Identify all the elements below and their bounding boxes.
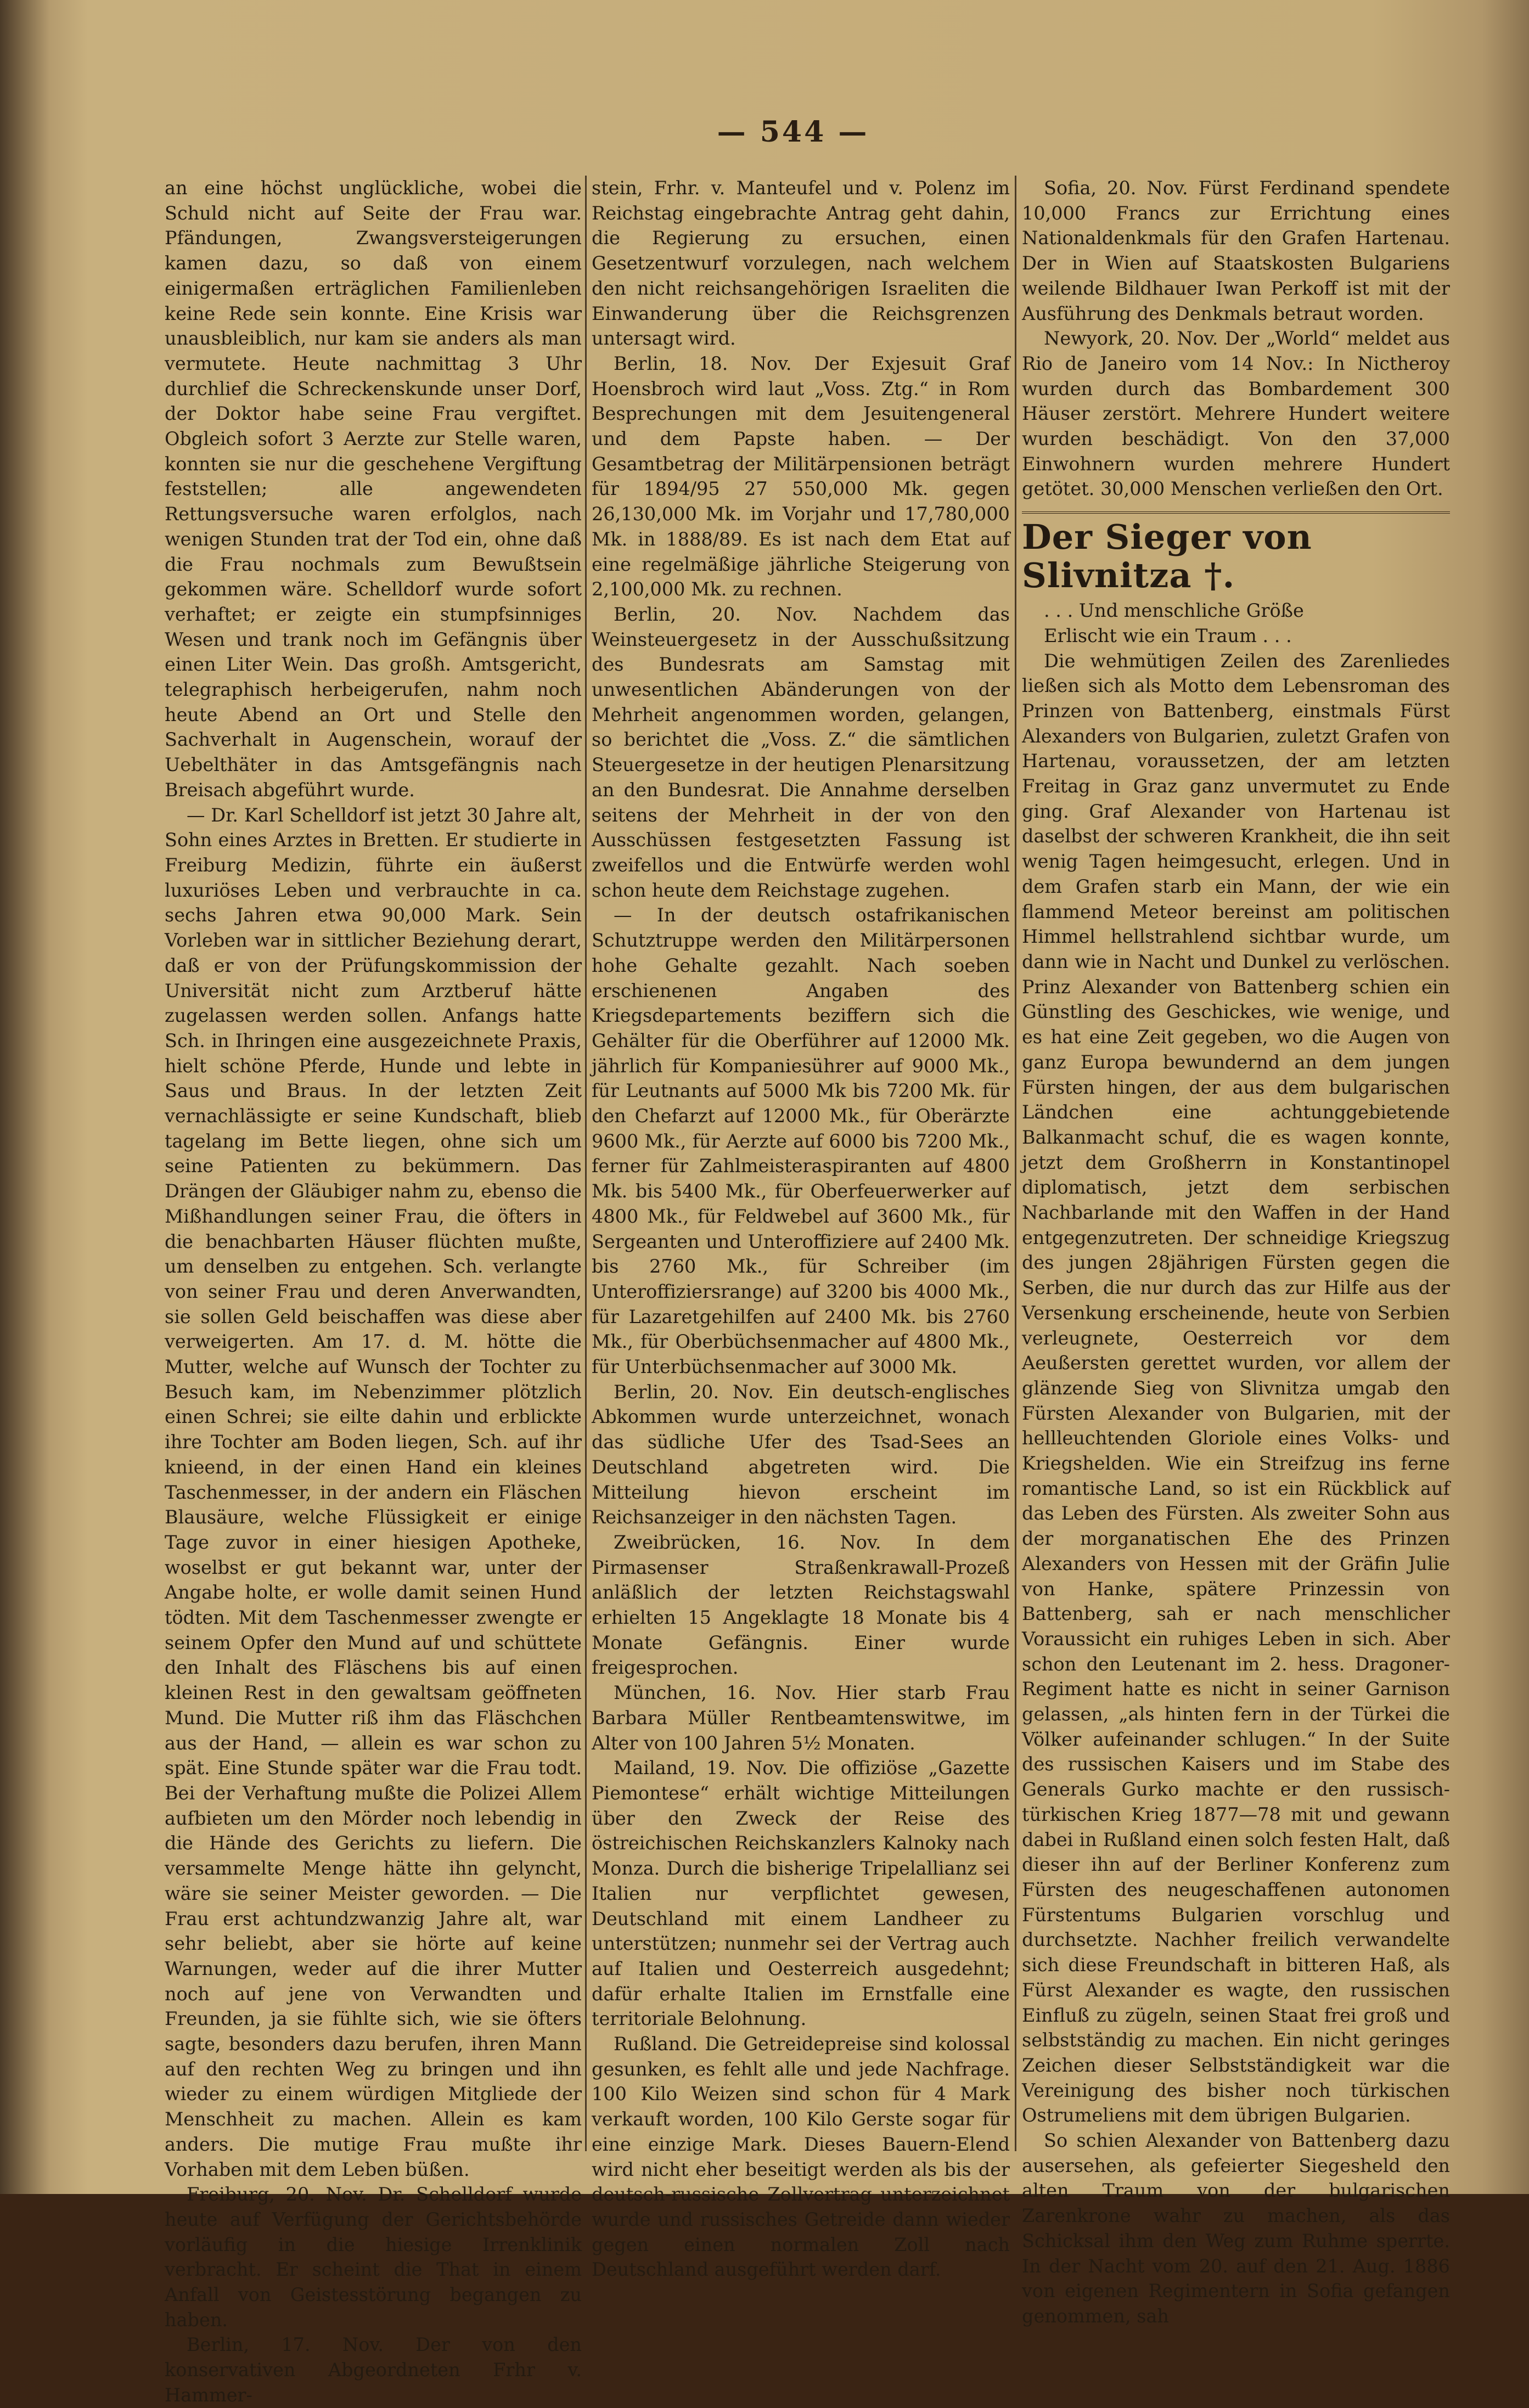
- news-item-freiburg: Freiburg, 20. Nov. Dr. Schelldorf wurde heute auf Verfügung der Gerichtsbehörde vorläufig in die hiesige Irrenklinik verbracht. Er scheint die That in einem Anfall von Geistesstörung begangen zu haben.: [165, 2184, 582, 2331]
- column-rule: [585, 176, 587, 2151]
- article-paragraph: — In der deutsch ostafrikanischen Schutztruppe werden den Militärpersonen hohe Gehalte gezahlt. Nach soeben erschienenen Angaben des Kriegsdepartements beziffern sich die Gehälter für die Oberführer auf 12000 Mk. jährlich für Kompaniesührer auf 9000 Mk., für Leutnants auf 5000 Mk bis 7200 Mk. für den Chefarzt auf 12000 Mk., für Oberärzte 9600 Mk., für Aerzte auf 6000 bis 7200 Mk., ferner für Zahlmeisteraspiranten auf 4800 Mk. bis 5400 Mk., für Oberfeuerwerker auf 4800 Mk., für Feldwebel auf 3600 Mk., für Sergeanten und Unteroffiziere auf 2400 Mk. bis 2760 Mk., für Schreiber (im Unteroffiziersrange) auf 3200 bis 4000 Mk., für Lazaretgehilfen auf 2400 Mk. bis 2760 Mk., für Oberbüchsenmacher auf 4800 Mk., für Unterbüchsenmacher auf 3000 Mk.: [592, 904, 1010, 1378]
- news-item-russland: Rußland. Die Getreidepreise sind kolossal gesunken, es fehlt alle und jede Nachfrage. 100 Kilo Weizen sind schon für 4 Mark verkauft worden, 100 Kilo Gerste sogar für eine einzige Mark. Dieses Bauern-Elend wird nicht eher beseitigt werden als bis der deutsch-russische Zollvertrag unterzeichnet wurde und russisches Getreide dann wieder gegen einen normalen Zoll nach Deutschland ausgeführt werden darf.: [592, 2033, 1010, 2281]
- article-epigraph: Erlischt wie ein Traum . . .: [1044, 624, 1292, 646]
- article-epigraph: . . . Und menschliche Größe: [1044, 600, 1304, 622]
- article-paragraph: an eine höchst unglückliche, wobei die Schuld nicht auf Seite der Frau war. Pfändungen, Zwangsversteigerungen kamen dazu, so daß von einem einigermaßen erträglichen Familienleben keine Rede sein konnte. Eine Krisis war unausbleiblich, nur kam sie anders als man vermutete. Heute nachmittag 3 Uhr durchlief die Schreckenskunde unser Dorf, der Doktor habe seine Frau vergiftet. Obgleich sofort 3 Aerzte zur Stelle waren, konnten sie nur die geschehene Vergiftung feststellen; alle angewendeten Rettungsversuche waren erfolglos, nach wenigen Stunden trat der Tod ein, ohne daß die Frau nochmals zum Bewußtsein gekommen wäre. Schelldorf wurde sofort verhaftet; er zeigte ein stumpfsinniges Wesen und trank noch im Gefängnis über einen Liter Wein. Das großh. Amtsgericht, telegraphisch herbeigerufen, nahm noch heute Abend an Ort und Stelle den Sachverhalt in Augenschein, worauf der Uebelthäter in das Amtsgefängnis nach Breisach abgeführt wurde.: [165, 177, 582, 801]
- news-item-zweibruecken: Zweibrücken, 16. Nov. In dem Pirmasenser Straßenkrawall-Prozeß anläßlich der letzten Reichstagswahl erhielten 15 Angeklagte 18 Monate bis 4 Monate Gefängnis. Einer wurde freigesprochen.: [592, 1531, 1010, 1679]
- news-item-berlin: Berlin, 20. Nov. Ein deutsch-englisches Abkommen wurde unterzeichnet, wonach das südliche Ufer des Tsad-Sees an Deutschland abgetreten wird. Die Mitteilung hievon erscheint im Reichsanzeiger in den nächsten Tagen.: [592, 1381, 1010, 1528]
- news-item-berlin: Berlin, 20. Nov. Nachdem das Weinsteuergesetz in der Ausschußsitzung des Bundesrats am Samstag mit unwesentlichen Abänderungen von der Mehrheit angenommen worden, gelangen, so berichtet die „Voss. Z.“ die sämtlichen Steuergesetze in der heutigen Plenarsitzung an den Bundesrat. Die Annahme derselben seitens der Mehrheit in der von den Ausschüssen festgesetzten Fassung ist zweifellos und die Entwürfe werden wohl schon heute dem Reichstage zugehen.: [592, 603, 1010, 901]
- news-item-newyork: Newyork, 20. Nov. Der „World“ meldet aus Rio de Janeiro vom 14 Nov.: In Nictheroy wurden durch das Bombardement 300 Häuser zerstört. Mehrere Hundert weitere wurden beschädigt. Von den 37,000 Einwohnern wurden mehrere Hundert getötet. 30,000 Menschen verließen den Ort.: [1022, 328, 1450, 500]
- page-number: — 544 —: [717, 115, 869, 149]
- column-right: [1022, 176, 1450, 2327]
- news-item-sofia: Sofia, 20. Nov. Fürst Ferdinand spendete 10,000 Francs zur Errichtung eines Nationaldenkmals für den Grafen Hartenau. Der in Wien auf Staatskosten Bulgariens weilende Bildhauer Iwan Perkoff ist mit der Ausführung des Denkmals betraut worden.: [1022, 177, 1450, 324]
- column-middle: [592, 176, 1010, 2281]
- news-item-berlin: Berlin, 18. Nov. Der Exjesuit Graf Hoensbroch wird laut „Voss. Ztg.“ in Rom Besprechungen mit dem Jesuitengeneral und dem Papste haben. — Der Gesamtbetrag der Militärpensionen beträgt für 1894/95 27 550,000 Mk. gegen 26,130,000 Mk. im Vorjahr und 17,780,000 Mk. in 1888/89. Es ist nach dem Etat auf eine regelmäßige jährliche Steigerung von 2,100,000 Mk. zu rechnen.: [592, 352, 1010, 600]
- article-headline: Der Sieger von Slivnitza †.: [1022, 511, 1450, 595]
- article-paragraph: — Dr. Karl Schelldorf ist jetzt 30 Jahre alt, Sohn eines Arztes in Bretten. Er studierte in Freiburg Medizin, führte ein äußerst luxuriöses Leben und verbrauchte in ca. sechs Jahren etwa 90,000 Mark. Sein Vorleben war in sittlicher Beziehung derart, daß er von der Prüfungskommission der Universität nicht zum Arztberuf hätte zugelassen werden sollen. Anfangs hatte Sch. in Ihringen eine ausgezeichnete Praxis, hielt schöne Pferde, Hunde und lebte in Saus und Braus. In der letzten Zeit vernachlässigte er seine Kundschaft, blieb tagelang im Bette liegen, ohne sich um seine Patienten zu bekümmern. Das Drängen der Gläubiger nahm zu, ebenso die Mißhandlungen seiner Frau, die öfters in die benachbarten Häuser flüchten mußte, um denselben zu entgehen. Sch. verlangte von seiner Frau und deren Anverwandten, sie sollen Geld beischaffen was diese aber verweigerten. Am 17. d. M. hötte die Mutter, welche auf Wunsch der Tochter zu Besuch kam, im Nebenzimmer plötzlich einen Schrei; sie eilte dahin und erblickte ihre Tochter am Boden liegen, Sch. auf ihr knieend, in der einen Hand ein kleines Taschenmesser, in der andern ein Fläschen Blausäure, welche Flüssigkeit er einige Tage zuvor in einer hiesigen Apotheke, woselbst er gut bekannt war, unter der Angabe holte, er wolle damit seinen Hund tödten. Mit dem Taschenmesser zwengte er seinem Opfer den Mund auf und schüttete den Inhalt des Fläschens bis auf einen kleinen Rest in den gewaltsam geöffneten Mund. Die Mutter riß ihm das Fläschchen aus der Hand, — allein es war schon zu spät. Eine Stunde später war die Frau todt. Bei der Verhaftung mußte die Polizei Allem aufbieten um den Mörder noch lebendig in die Hände des Gerichts zu liefern. Die versammelte Menge hätte ihn gelyncht, wäre sie seiner Meister geworden. — Die Frau erst achtundzwanzig Jahre alt, war sehr beliebt, aber sie hörte auf keine Warnungen, weder auf die ihrer Mutter noch auf jene von Verwandten und Freunden, ja sie fühlte sich, wie sie öfters sagte, besonders dazu berufen, ihren Mann auf den rechten Weg zu bringen und ihn wieder zu einem würdigen Mitgliede der Menschheit zu machen. Allein es kam anders. Die mutige Frau mußte ihr Vorhaben mit dem Leben büßen.: [165, 804, 582, 2180]
- article-paragraph: So schien Alexander von Battenberg dazu ausersehen, als gefeierter Siegesheld den alten Traum von der bulgarischen Zarenkrone wahr zu machen, als das Schicksal ihm den Weg zum Ruhme sperrte. In der Nacht vom 20. auf den 21. Aug. 1886 von eigenen Regimentern in Sofia gefangen genommen, sah: [1022, 2130, 1450, 2327]
- column-left: [165, 176, 582, 2406]
- column-rule: [1015, 176, 1016, 2151]
- article-paragraph: stein, Frhr. v. Manteufel und v. Polenz im Reichstag eingebrachte Antrag geht dahin, die Regierung zu ersuchen, einen Gesetzentwurf vorzulegen, nach welchem den nicht reichsangehörigen Israeliten die Einwanderung über die Reichsgrenzen untersagt wird.: [592, 177, 1010, 350]
- news-item-muenchen: München, 16. Nov. Hier starb Frau Barbara Müller Rentbeamtenswitwe, im Alter von 100 Jahren 5½ Monaten.: [592, 1682, 1010, 1754]
- news-item-berlin: Berlin, 17. Nov. Der von den konservativen Abgeordneten Frhr v. Hammer-: [165, 2334, 582, 2406]
- article-paragraph: Die wehmütigen Zeilen des Zarenliedes ließen sich als Motto dem Lebensroman des Prinzen von Battenberg, einstmals Fürst Alexanders von Bulgarien, zuletzt Grafen von Hartenau, voraussetzen, der am letzten Freitag in Graz ganz unvermutet zu Ende ging. Graf Alexander von Hartenau ist daselbst der schweren Krankheit, die ihn seit wenig Tagen heimgesucht, erlegen. Und in dem Grafen starb ein Mann, der wie ein flammend Meteor bereinst am politischen Himmel hellstrahlend sichtbar wurde, um dann wie in Nacht und Dunkel zu verlöschen. Prinz Alexander von Battenberg schien ein Günstling des Geschickes, wie wenige, und es hat eine Zeit gegeben, wo die Augen von ganz Europa bewundernd an dem jungen Fürsten hingen, der aus dem bulgarischen Ländchen eine achtunggebietende Balkanmacht schuf, die es wagen konnte, jetzt dem Großherrn in Konstantinopel diplomatisch, jetzt dem serbischen Nachbarlande mit den Waffen in der Hand entgegenzutreten. Der schneidige Kriegszug des jungen 28jährigen Fürsten gegen die Serben, die nur durch das zur Hilfe aus der Versenkung erscheinende, heute von Serbien verleugnete, Oesterreich vor dem Aeußersten gerettet wurden, vor allem der glänzende Sieg von Slivnitza umgab den Fürsten Alexander von Bulgarien, mit der hellleuchtenden Gloriole eines Volks- und Kriegshelden. Wie ein Streifzug ins ferne romantische Land, so ist ein Rückblick auf das Leben des Fürsten. Als zweiter Sohn aus der morganatischen Ehe des Prinzen Alexanders von Hessen mit der Gräfin Julie von Hanke, spätere Prinzessin von Battenberg, sah er nach menschlicher Voraussicht ein ruhiges Leben in sich. Aber schon den Leutenant im 2. hess. Dragoner-Regiment hatte es nicht in seiner Garnison gelassen, „als hinten fern in der Türkei die Völker aufeinander schlugen.“ In der Suite des russischen Kaisers und im Stabe des Generals Gurko machte er den russisch-türkischen Krieg 1877—78 mit und gewann dabei in Rußland einen solch festen Halt, daß dieser ihn auf der Berliner Konferenz zum Fürsten des neugeschaffenen autonomen Fürstentums Bulgarien vorschlug und durchsetzte. Nachher freilich verwandelte sich diese Freundschaft in bitteren Haß, als Fürst Alexander es wagte, den russischen Einfluß zu zügeln, seinen Staat frei groß und selbstständig zu machen. Ein nicht geringes Zeichen dieser Selbstständigkeit war die Vereinigung des bisher noch türkischen Ostrumeliens mit dem übrigen Bulgarien.: [1022, 650, 1450, 2126]
- news-item-mailand: Mailand, 19. Nov. Die offiziöse „Gazette Piemontese“ erhält wichtige Mitteilungen über den Zweck der Reise des östreichischen Reichskanzlers Kalnoky nach Monza. Durch die bisherige Tripelallianz sei Italien nur verpflichtet gewesen, Deutschland mit einem Landheer zu unterstützen; nunmehr sei der Vertrag auch auf Italien und Oesterreich ausgedehnt; dafür erhalte Italien im Ernstfalle eine territoriale Belohnung.: [592, 1757, 1010, 2030]
